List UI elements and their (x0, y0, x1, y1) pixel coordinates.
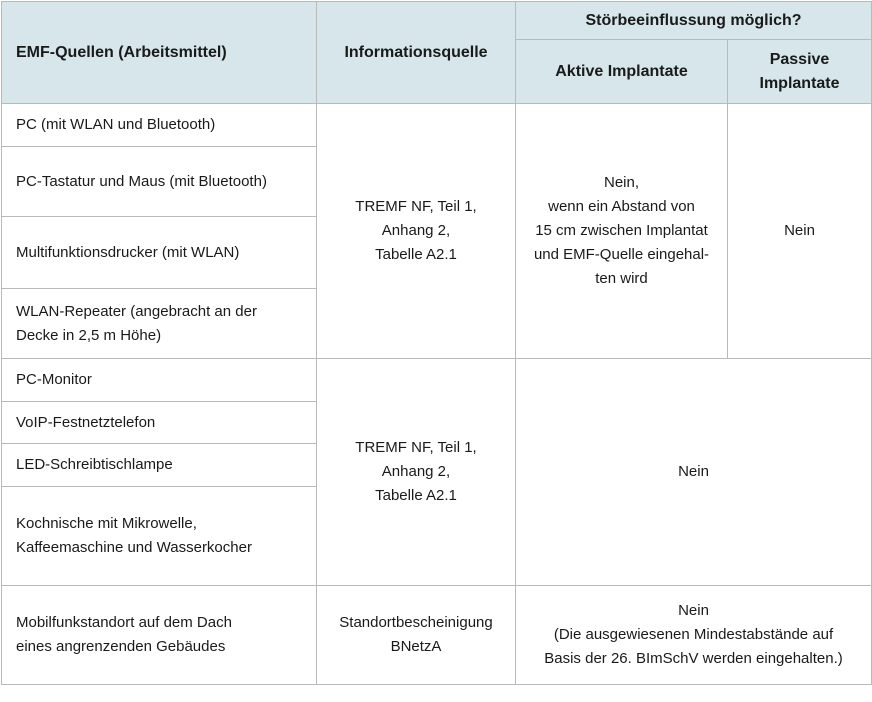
header-active-implants: Aktive Implantate (516, 40, 728, 104)
info-source-cell (317, 104, 516, 359)
implants-result-cell (516, 586, 872, 685)
passive-implants-cell: Nein (728, 104, 872, 359)
source-line: Kochnische mit Mikrowelle, (16, 515, 197, 532)
header-emf-sources: EMF-Quellen (Arbeitsmittel) (2, 2, 317, 104)
source-cell (2, 289, 317, 359)
source-cell: PC (mit WLAN und Bluetooth) (2, 104, 317, 147)
active-line: 15 cm zwischen Implantat (535, 222, 708, 239)
source-cell (2, 487, 317, 586)
source-cell: PC-Tastatur und Maus (mit Bluetooth) (2, 147, 317, 217)
header-passive-line2: Implantate (759, 74, 840, 92)
active-implants-cell (516, 104, 728, 359)
source-cell: LED-Schreibtischlampe (2, 444, 317, 487)
info-line: Anhang 2, (381, 222, 451, 239)
source-line: WLAN-Repeater (angebracht an der (16, 302, 257, 320)
result-line: Nein (678, 602, 709, 619)
implants-result-cell: Nein (516, 359, 872, 586)
source-cell: Multifunktionsdrucker (mit WLAN) (2, 217, 317, 289)
info-line: Tabelle A2.1 (375, 246, 457, 263)
header-passive-line1: Passive (769, 50, 830, 68)
source-line: eines angrenzenden Gebäudes (16, 638, 226, 655)
header-passive-implants (728, 40, 872, 104)
header-interference-possible: Störbeeinflussung möglich? (516, 2, 872, 40)
info-line: Standortbescheinigung (339, 614, 493, 631)
info-line: Tabelle A2.1 (375, 487, 457, 504)
info-line: TREMF NF, Teil 1, (355, 439, 477, 456)
source-cell: PC-Monitor (2, 359, 317, 402)
info-line: Anhang 2, (381, 463, 451, 480)
result-line: Basis der 26. BImSchV werden eingehalten.) (544, 650, 843, 667)
emf-sources-table (1, 1, 872, 685)
source-cell: VoIP-Festnetztelefon (2, 402, 317, 444)
active-line: und EMF-Quelle eingehal- (533, 246, 710, 263)
info-line: BNetzA (390, 638, 442, 655)
header-information-source: Informationsquelle (317, 2, 516, 104)
active-line: wenn ein Abstand von (548, 198, 695, 215)
source-cell (2, 586, 317, 685)
source-line: Mobilfunkstandort auf dem Dach (16, 614, 232, 631)
result-line: (Die ausgewiesenen Mindestabstände auf (553, 626, 834, 643)
active-line: ten wird (595, 270, 648, 287)
active-line: Nein, (603, 174, 640, 191)
info-source-cell (317, 359, 516, 586)
source-line: Decke in 2,5 m Höhe) (16, 326, 162, 344)
source-line: Kaffeemaschine und Wasserkocher (16, 539, 252, 556)
info-source-cell (317, 586, 516, 685)
info-line: TREMF NF, Teil 1, (355, 198, 477, 215)
